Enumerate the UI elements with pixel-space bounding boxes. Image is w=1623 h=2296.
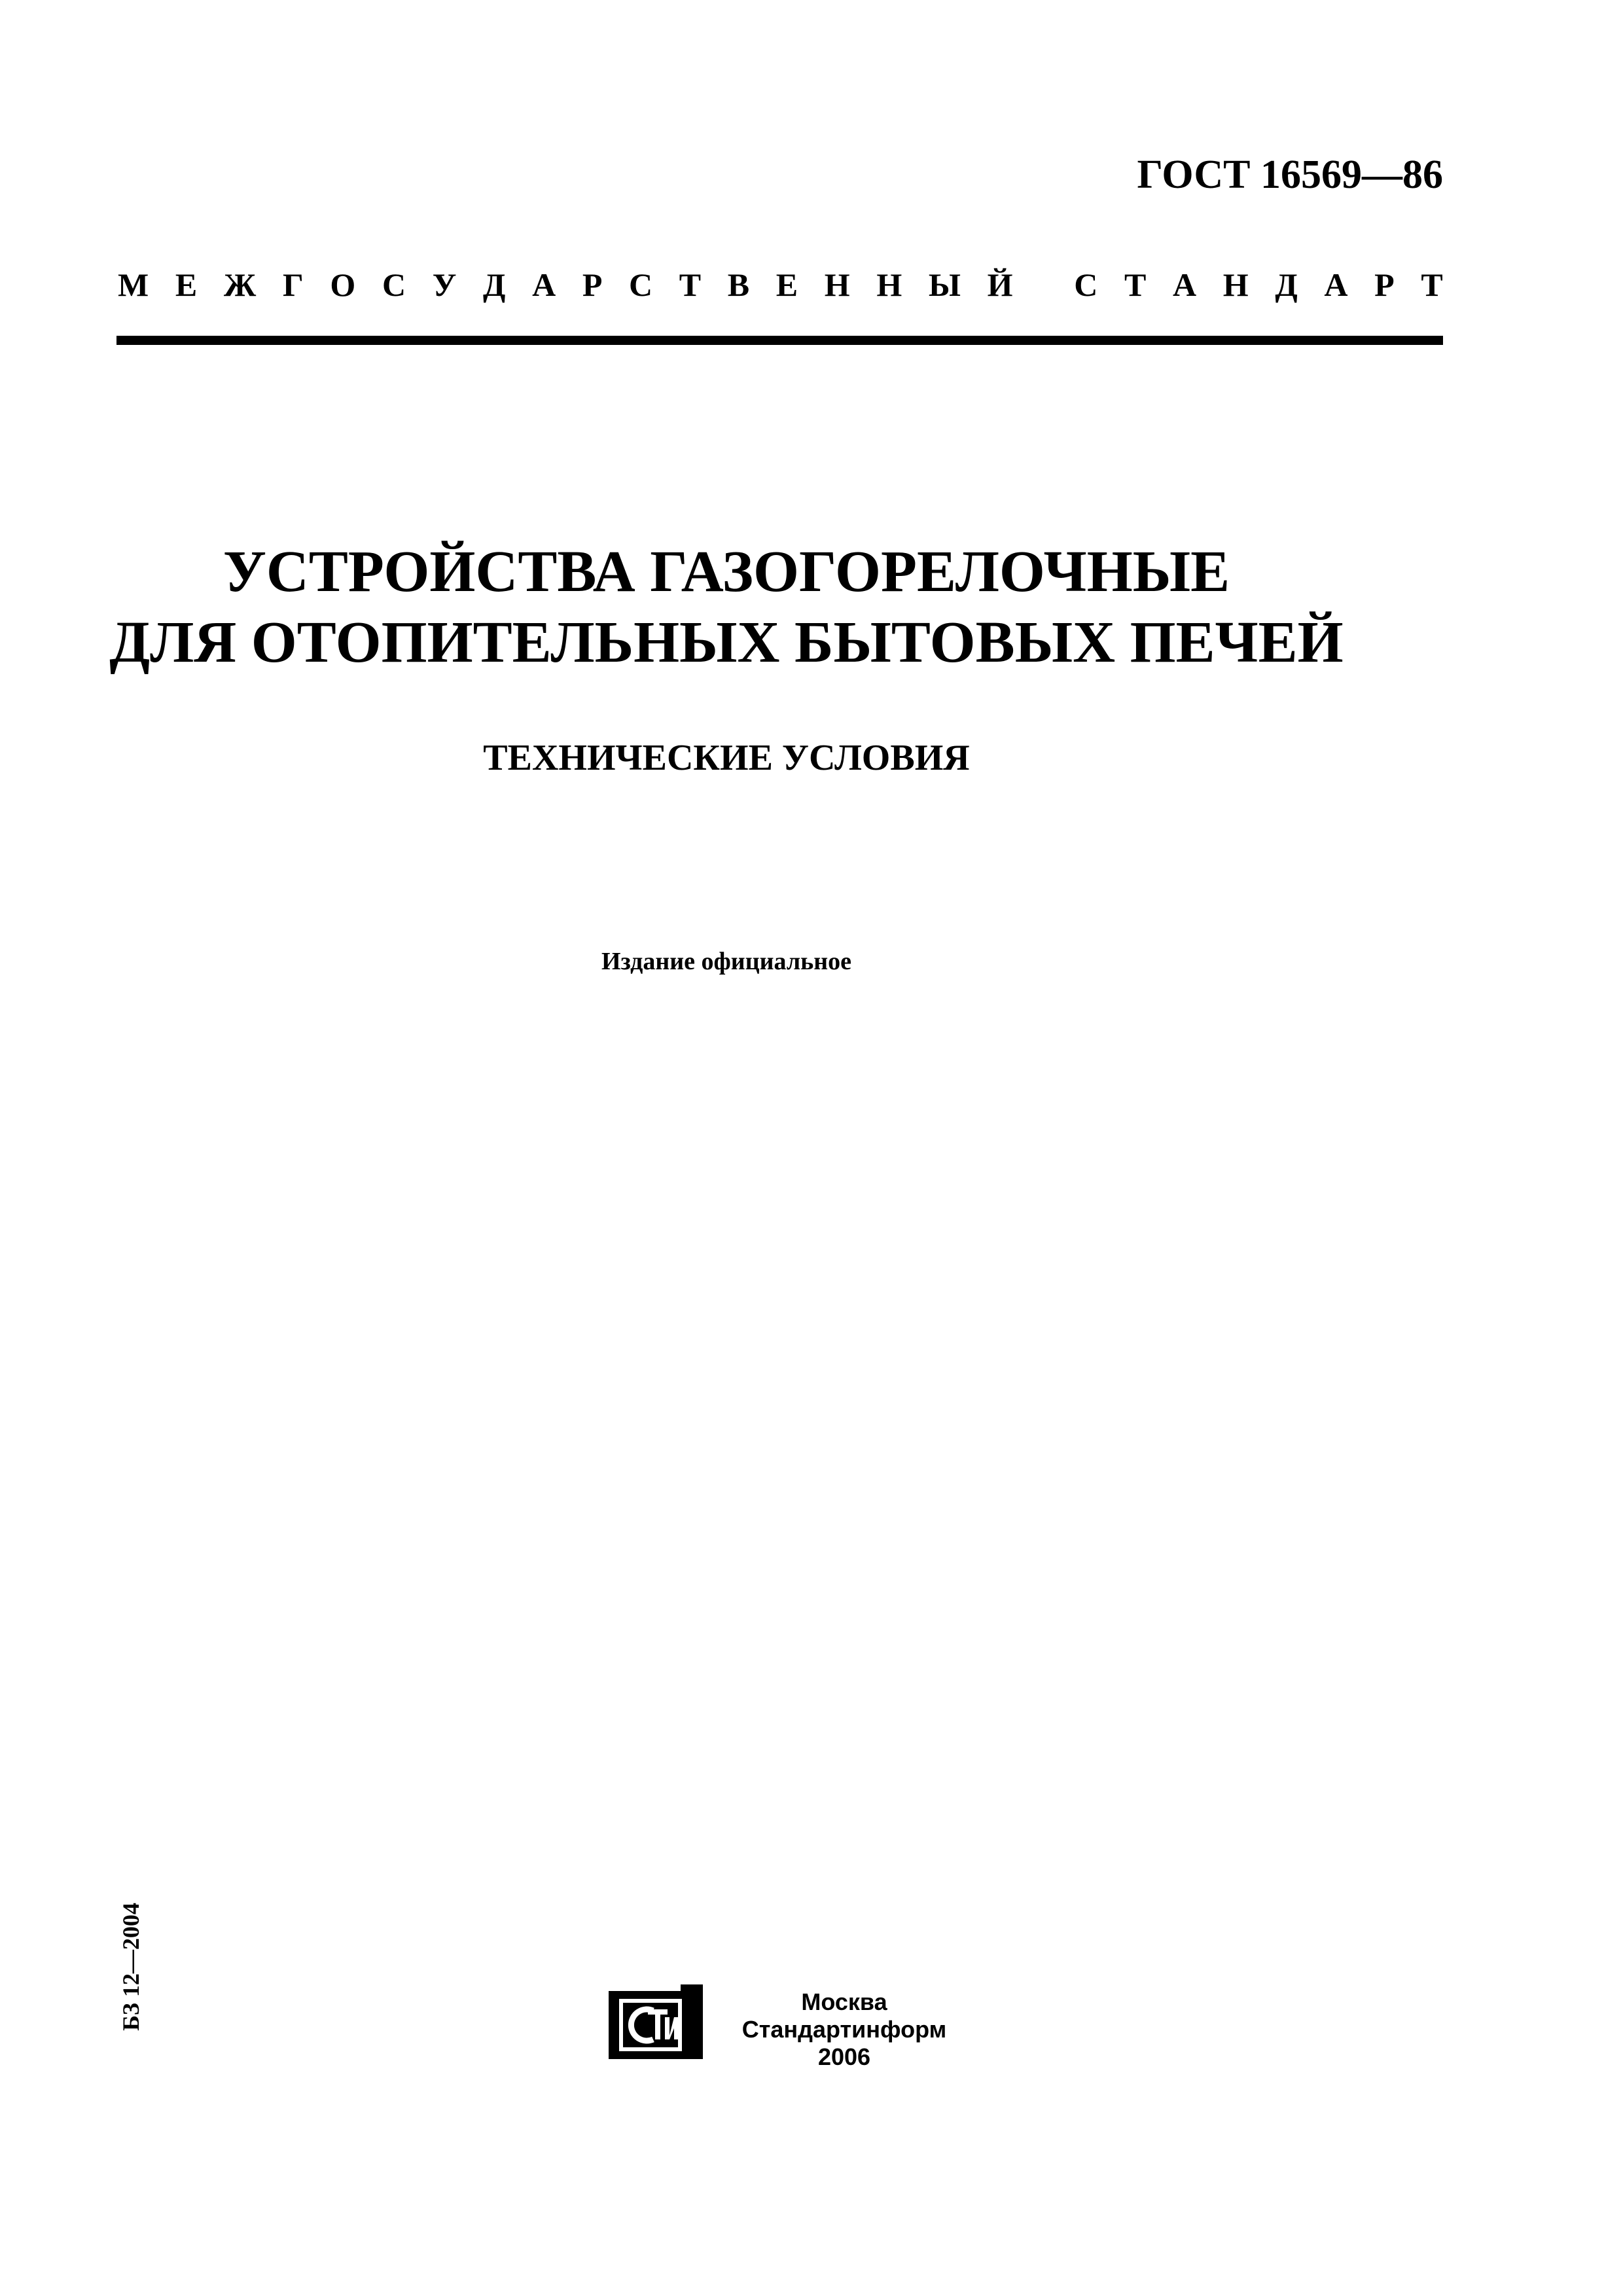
- heading-letter: Т: [679, 266, 702, 303]
- edition-label: Издание официальное: [601, 948, 851, 975]
- heading-letter: Р: [582, 266, 603, 303]
- heading-letter: У: [432, 266, 457, 303]
- title-line-1: УСТРОЙСТВА ГАЗОГОРЕЛОЧНЫЕ: [223, 539, 1230, 604]
- heading-letter: А: [1324, 266, 1348, 303]
- publisher-year: 2006: [817, 2043, 871, 2070]
- heading-letter: Е: [776, 266, 798, 303]
- heading-letter: Н: [1222, 266, 1249, 303]
- title-line-2: ДЛЯ ОТОПИТЕЛЬНЫХ БЫТОВЫХ ПЕЧЕЙ: [109, 610, 1344, 675]
- document-subtitle: ТЕХНИЧЕСКИЕ УСЛОВИЯ: [483, 738, 970, 778]
- heading-letter: Ж: [223, 266, 257, 303]
- heading-letter: С: [1074, 266, 1098, 303]
- heading-letter: М: [118, 266, 149, 303]
- heading-letter: Г: [282, 266, 304, 303]
- publisher-name: Стандартинформ: [741, 2016, 947, 2043]
- heading-letter: А: [532, 266, 556, 303]
- gost-number: ГОСТ 16569—86: [1137, 152, 1443, 197]
- heading-letter: Т: [1124, 266, 1147, 303]
- heading-letter: В: [727, 266, 750, 303]
- heading-letter: Ы: [928, 266, 961, 303]
- heading-letter: А: [1173, 266, 1197, 303]
- standard-type-heading: [118, 268, 1443, 301]
- header-rule: [116, 336, 1443, 345]
- heading-letter: Р: [1374, 266, 1395, 303]
- heading-letter: Т: [1421, 266, 1443, 303]
- heading-letter: С: [382, 266, 406, 303]
- heading-word-gap: [1039, 268, 1048, 301]
- heading-letter: С: [629, 266, 653, 303]
- heading-letter: Н: [824, 266, 850, 303]
- heading-letter: Д: [483, 266, 506, 303]
- heading-letter: Й: [987, 266, 1013, 303]
- heading-letter: Д: [1275, 266, 1298, 303]
- side-code: БЗ 12—2004: [118, 1903, 144, 2031]
- publisher-block: [707, 1988, 982, 2071]
- document-title: [0, 537, 1453, 678]
- heading-letter: О: [330, 266, 356, 303]
- publisher-city: Москва: [801, 1988, 887, 2015]
- heading-letter: Н: [876, 266, 902, 303]
- heading-letter: Е: [175, 266, 198, 303]
- standartinform-logo-icon: [607, 1984, 704, 2063]
